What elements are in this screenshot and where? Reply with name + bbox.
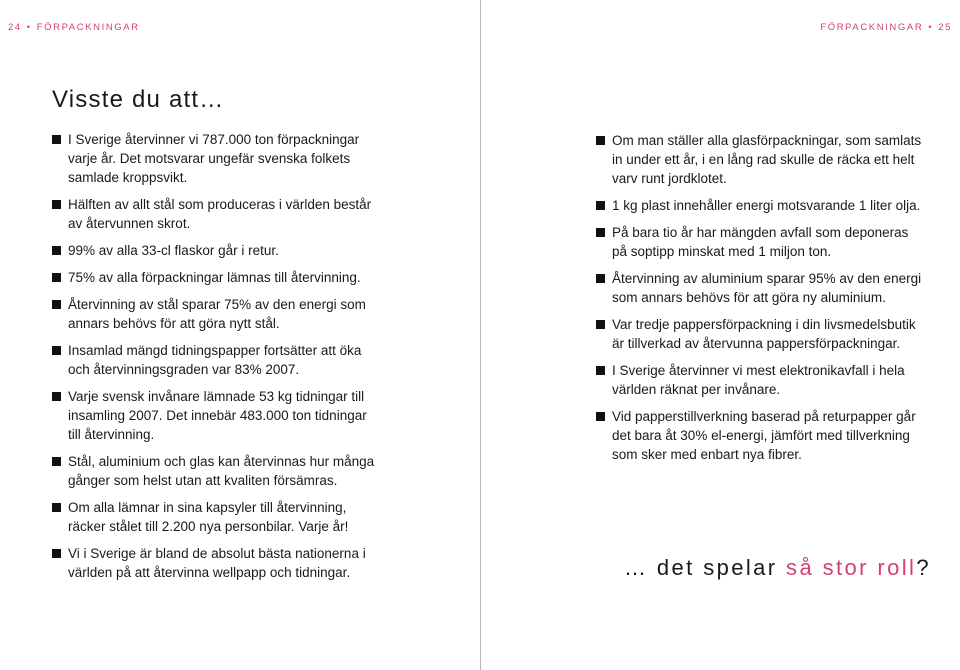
- square-bullet-icon: [596, 274, 605, 283]
- page-number-right: 25: [938, 22, 952, 33]
- fact-item: [52, 498, 377, 536]
- fact-text: I Sverige återvinner vi 787.000 ton förpackningar varje år. Det motsvarar ungefär svenska folkets samlade kroppsvikt.: [68, 132, 360, 185]
- fact-item: [52, 387, 377, 444]
- square-bullet-icon: [52, 135, 61, 144]
- fact-text: Om man ställer alla glasförpackningar, som samlats in under ett år, i en lång rad skulle de räcka ett helt varv runt jordklotet.: [612, 133, 922, 186]
- section-name-left: FÖRPACKNINGAR: [36, 22, 140, 33]
- fact-item: [596, 131, 926, 188]
- fact-item: [596, 361, 926, 399]
- square-bullet-icon: [596, 201, 605, 210]
- square-bullet-icon: [52, 273, 61, 282]
- section-name-right: FÖRPACKNINGAR: [820, 22, 924, 33]
- fact-item: [596, 269, 926, 307]
- square-bullet-icon: [52, 392, 61, 401]
- square-bullet-icon: [596, 320, 605, 329]
- fact-text: 99% av alla 33-cl flaskor går i retur.: [68, 243, 279, 258]
- closing-accent: så stor roll: [786, 555, 917, 580]
- page-heading: Visste du att…: [52, 86, 225, 113]
- fact-text: 75% av alla förpackningar lämnas till återvinning.: [68, 270, 361, 285]
- fact-item: [52, 452, 377, 490]
- left-fact-list: [52, 130, 377, 582]
- fact-text: Återvinning av aluminium sparar 95% av den energi som annars behövs för att göra ny aluminium.: [612, 271, 922, 305]
- fact-text: 1 kg plast innehåller energi motsvarande 1 liter olja.: [612, 198, 921, 213]
- fact-text: Om alla lämnar in sina kapsyler till återvinning, räcker stålet till 2.200 nya personbilar. Varje år!: [68, 500, 349, 534]
- fact-text: På bara tio år har mängden avfall som deponeras på soptipp minskat med 1 miljon ton.: [612, 225, 909, 259]
- square-bullet-icon: [596, 412, 605, 421]
- fact-item: [52, 544, 377, 582]
- right-fact-list: [596, 131, 926, 464]
- fact-item: [52, 268, 377, 287]
- fact-item: [52, 295, 377, 333]
- fact-text: Insamlad mängd tidningspapper fortsätter att öka och återvinningsgraden var 83% 2007.: [68, 343, 362, 377]
- fact-item: [596, 196, 926, 215]
- square-bullet-icon: [52, 246, 61, 255]
- closing-statement: [624, 555, 931, 581]
- running-head-left: [8, 22, 140, 33]
- page-number-left: 24: [8, 22, 22, 33]
- closing-prefix: … det spelar: [624, 555, 787, 580]
- square-bullet-icon: [52, 457, 61, 466]
- fact-item: [596, 315, 926, 353]
- square-bullet-icon: [596, 366, 605, 375]
- square-bullet-icon: [52, 503, 61, 512]
- page-gutter: [480, 0, 481, 670]
- fact-text: Hälften av allt stål som produceras i världen består av återvunnen skrot.: [68, 197, 372, 231]
- fact-text: Stål, aluminium och glas kan återvinnas hur många gånger som helst utan att kvaliten försämras.: [68, 454, 375, 488]
- fact-text: Återvinning av stål sparar 75% av den energi som annars behövs för att göra nytt stål.: [68, 297, 366, 331]
- running-head-right: [820, 22, 952, 33]
- closing-suffix: ?: [916, 555, 931, 580]
- square-bullet-icon: [52, 300, 61, 309]
- fact-item: [52, 341, 377, 379]
- fact-item: [52, 130, 377, 187]
- square-bullet-icon: [52, 200, 61, 209]
- fact-item: [596, 407, 926, 464]
- square-bullet-icon: [596, 136, 605, 145]
- square-bullet-icon: [596, 228, 605, 237]
- fact-text: I Sverige återvinner vi mest elektronikavfall i hela världen räknat per invånare.: [612, 363, 905, 397]
- fact-item: [52, 241, 377, 260]
- fact-text: Varje svensk invånare lämnade 53 kg tidningar till insamling 2007. Det innebär 483.000 ton tidningar till återvinning.: [68, 389, 367, 442]
- fact-text: Vi i Sverige är bland de absolut bästa nationerna i världen på att återvinna wellpapp och tidningar.: [68, 546, 366, 580]
- square-bullet-icon: [52, 549, 61, 558]
- fact-text: Var tredje pappersförpackning i din livsmedelsbutik är tillverkad av återvunna pappersförpackningar.: [612, 317, 916, 351]
- fact-item: [52, 195, 377, 233]
- fact-text: Vid papperstillverkning baserad på returpapper går det bara åt 30% el-energi, jämfört med tillverkning som sker med enbart nya fibrer.: [612, 409, 916, 462]
- separator-dot: •: [928, 22, 934, 33]
- separator-dot: •: [26, 22, 32, 33]
- square-bullet-icon: [52, 346, 61, 355]
- fact-item: [596, 223, 926, 261]
